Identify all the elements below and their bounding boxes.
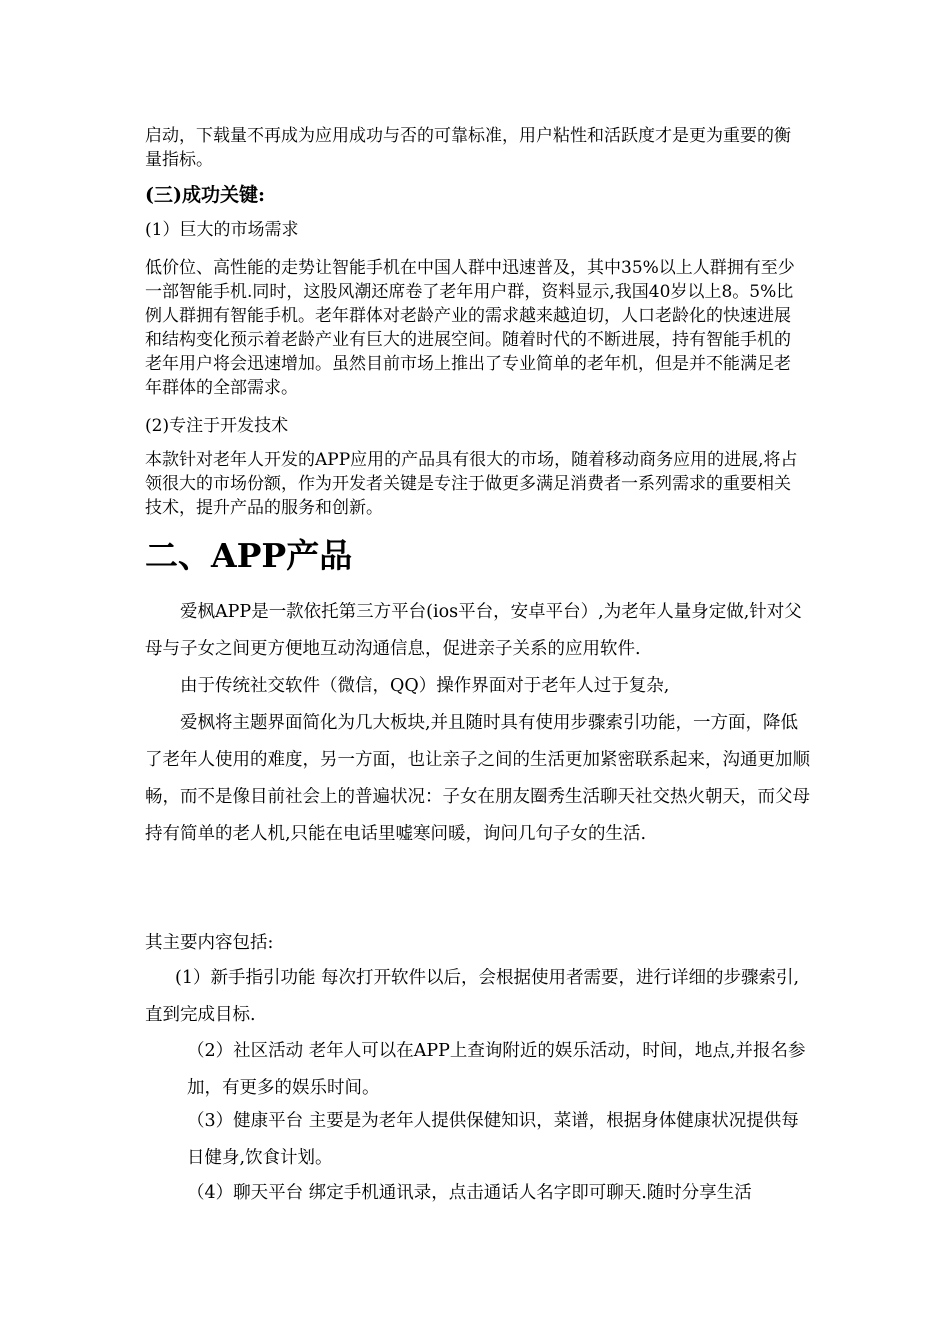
section-heading-success-keys: (三)成功关键: [145, 184, 265, 206]
app-intro-paragraph: 爱枫APP是一款依托第三方平台(ios平台，安卓平台）,为老年人量身定做,针对父母与子女之间更方便地互动沟通信息，促进亲子关系的应用软件. [145, 602, 802, 659]
content-item-3: （3）健康平台 主要是为老年人提供保健知识，菜谱，根据身体健康状况提供每日健身,饮食计划。 [187, 1111, 799, 1168]
key-2-body: 本款针对老年人开发的APP应用的产品具有很大的市场，随着移动商务应用的进展,将占领很大的市场份额，作为开发者关键是专注于做更多满足消费者一系列需求的重要相关技术，提升产品的服务和创新。 [145, 450, 798, 518]
content-item-4: （4）聊天平台 绑定手机通讯录，点击通话人名字即可聊天.随时分享生活 [187, 1183, 752, 1203]
content-item-2: （2）社区活动 老年人可以在APP上查询附近的娱乐活动，时间，地点,并报名参加，有更多的娱乐时间。 [187, 1041, 806, 1098]
key-1-body: 低价位、高性能的走势让智能手机在中国人群中迅速普及，其中35%以上人群拥有至少一部智能手机.同时，这股风潮还席卷了老年用户群，资料显示,我国40岁以上8。5%比例人群拥有智能手机。老年群体对老龄产业的需求越来越迫切，人口老龄化的快速进展和结构变化预示着老龄产业有巨大的进展空间。随着时代的不断进展，持有智能手机的老年用户将会迅速增加。虽然目前市场上推出了专业简单的老年机，但是并不能满足老年群体的全部需求。 [145, 258, 795, 398]
contents-label: 其主要内容包括: [145, 933, 274, 953]
app-reason-paragraph: 由于传统社交软件（微信，QQ）操作界面对于老年人过于复杂, [180, 676, 670, 696]
content-item-1: (1）新手指引功能 每次打开软件以后，会根据使用者需要，进行详细的步骤索引,直到完成目标. [145, 968, 800, 1025]
intro-paragraph: 启动，下载量不再成为应用成功与否的可靠标准，用户粘性和活跃度才是更为重要的衡量指标。 [145, 126, 791, 170]
key-1-title: (1）巨大的市场需求 [145, 220, 299, 240]
app-design-paragraph: 爱枫将主题界面简化为几大板块,并且随时具有使用步骤索引功能，一方面，降低了老年人使用的难度，另一方面，也让亲子之间的生活更加紧密联系起来，沟通更加顺畅，而不是像目前社会上的普遍状况：子女在朋友圈秀生活聊天社交热火朝天，而父母持有简单的老人机,只能在电话里嘘寒问暖，询问几句子女的生活. [145, 713, 810, 844]
chapter-title: 二、APP产品 [145, 536, 353, 575]
key-2-title: (2)专注于开发技术 [145, 416, 289, 436]
